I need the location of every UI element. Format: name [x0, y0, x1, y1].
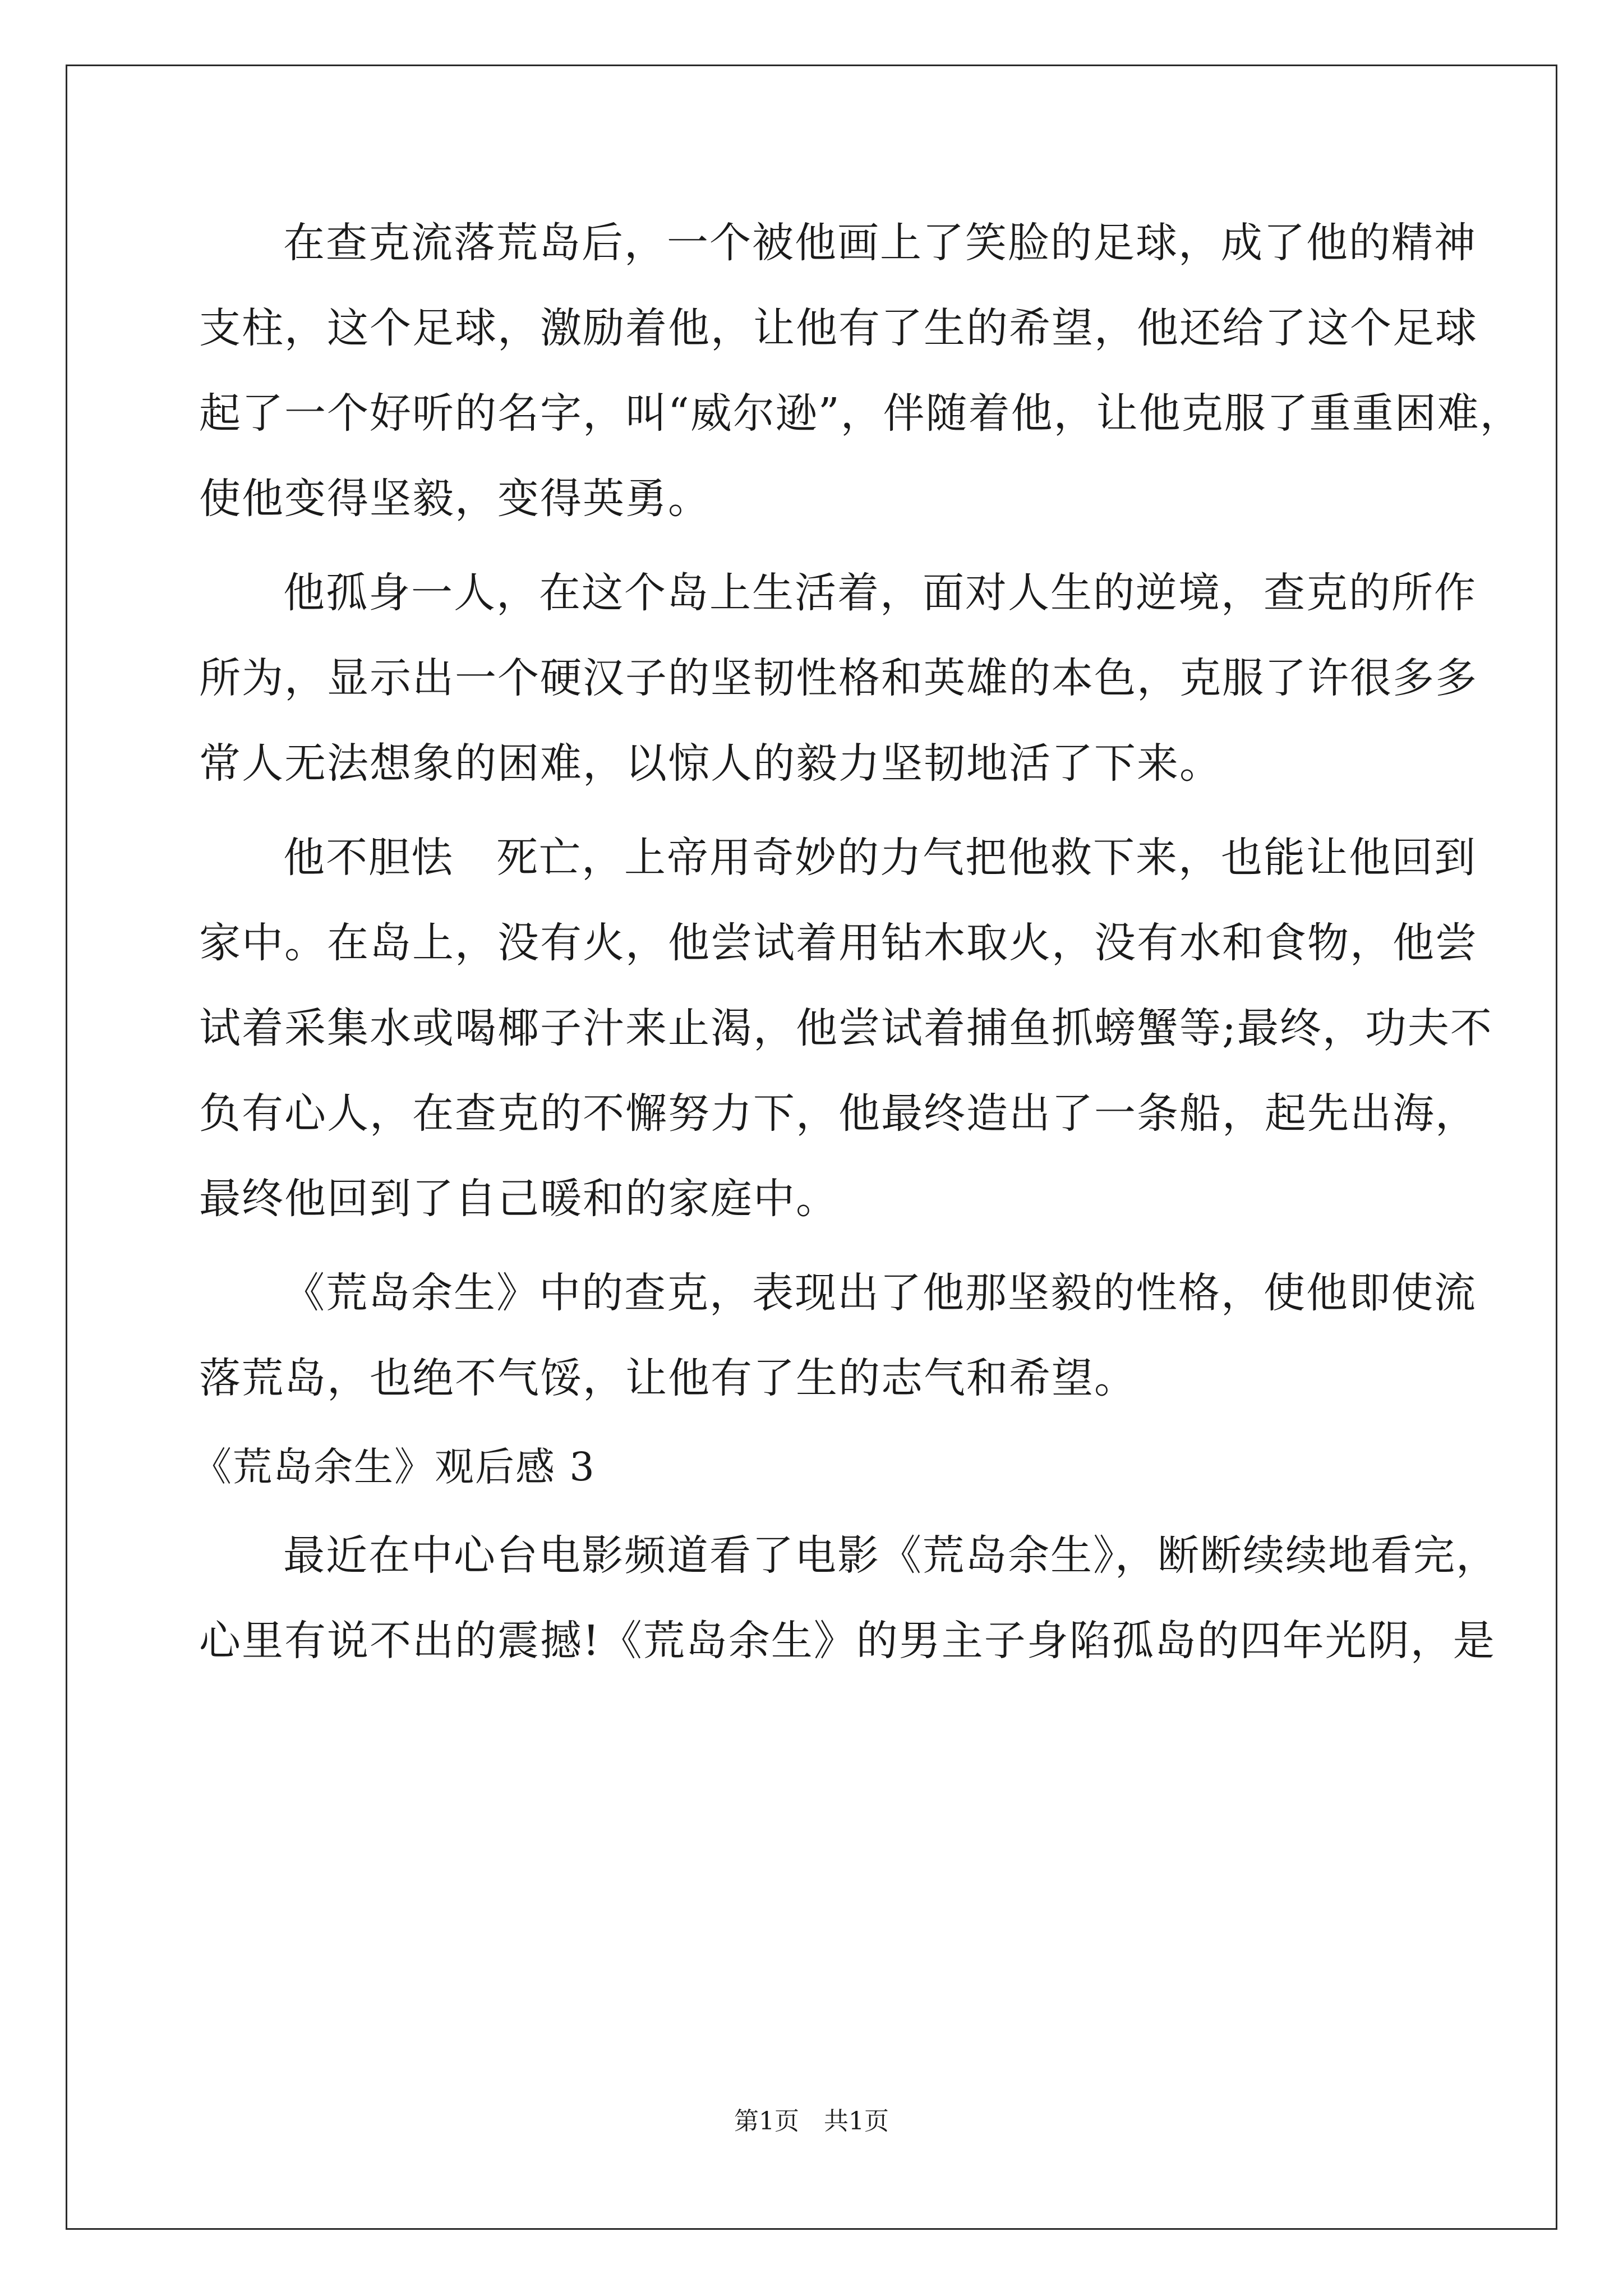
- paragraph-2-line-1: 他孤身一人，在这个岛上生活着，面对人生的逆境，查克的所作: [283, 569, 1477, 617]
- paragraph-4-line-1: 《荒岛余生》中的查克，表现出了他那坚毅的性格，使他即使流: [283, 1269, 1477, 1317]
- paragraph-5-line-1: 最近在中心台电影频道看了电影《荒岛余生》，断断续续地看完，: [283, 1531, 1498, 1580]
- paragraph-3-line-3: 试着采集水或喝椰子汁来止渴，他尝试着捕鱼抓螃蟹等;最终，功夫不: [199, 1004, 1493, 1052]
- paragraph-1-line-4: 使他变得坚毅，变得英勇。: [199, 475, 711, 523]
- paragraph-3-line-1: 他不胆怯 死亡，上帝用奇妙的力气把他救下来，也能让他回到: [283, 834, 1477, 882]
- paragraph-1-line-1: 在查克流落荒岛后，一个被他画上了笑脸的足球，成了他的精神: [283, 219, 1477, 267]
- paragraph-5-line-2: 心里有说不出的震撼!《荒岛余生》的男主子身陷孤岛的四年光阴，是: [199, 1617, 1496, 1665]
- paragraph-1-line-3: 起了一个好听的名字，叫“威尔逊”，伴随着他，让他克服了重重困难，: [199, 389, 1523, 438]
- paragraph-1-line-2: 支柱，这个足球，激励着他，让他有了生的希望，他还给了这个足球: [199, 304, 1478, 352]
- paragraph-2-line-2: 所为，显示出一个硬汉子的坚韧性格和英雄的本色，克服了许很多多: [199, 654, 1478, 702]
- paragraph-2-line-3: 常人无法想象的困难，以惊人的毅力坚韧地活了下来。: [199, 739, 1222, 788]
- paragraph-3-line-2: 家中。在岛上，没有火，他尝试着用钻木取火，没有水和食物，他尝: [199, 919, 1478, 967]
- paragraph-3-line-5: 最终他回到了自己暖和的家庭中。: [199, 1175, 838, 1223]
- section-heading: 《荒岛余生》观后感 3: [192, 1444, 596, 1490]
- paragraph-4-line-2: 落荒岛，也绝不气馁，让他有了生的志气和希望。: [199, 1354, 1137, 1402]
- paragraph-3-line-4: 负有心人，在查克的不懈努力下，他最终造出了一条船，起先出海，: [199, 1089, 1478, 1138]
- page-footer: 第1页 共1页: [734, 2107, 889, 2136]
